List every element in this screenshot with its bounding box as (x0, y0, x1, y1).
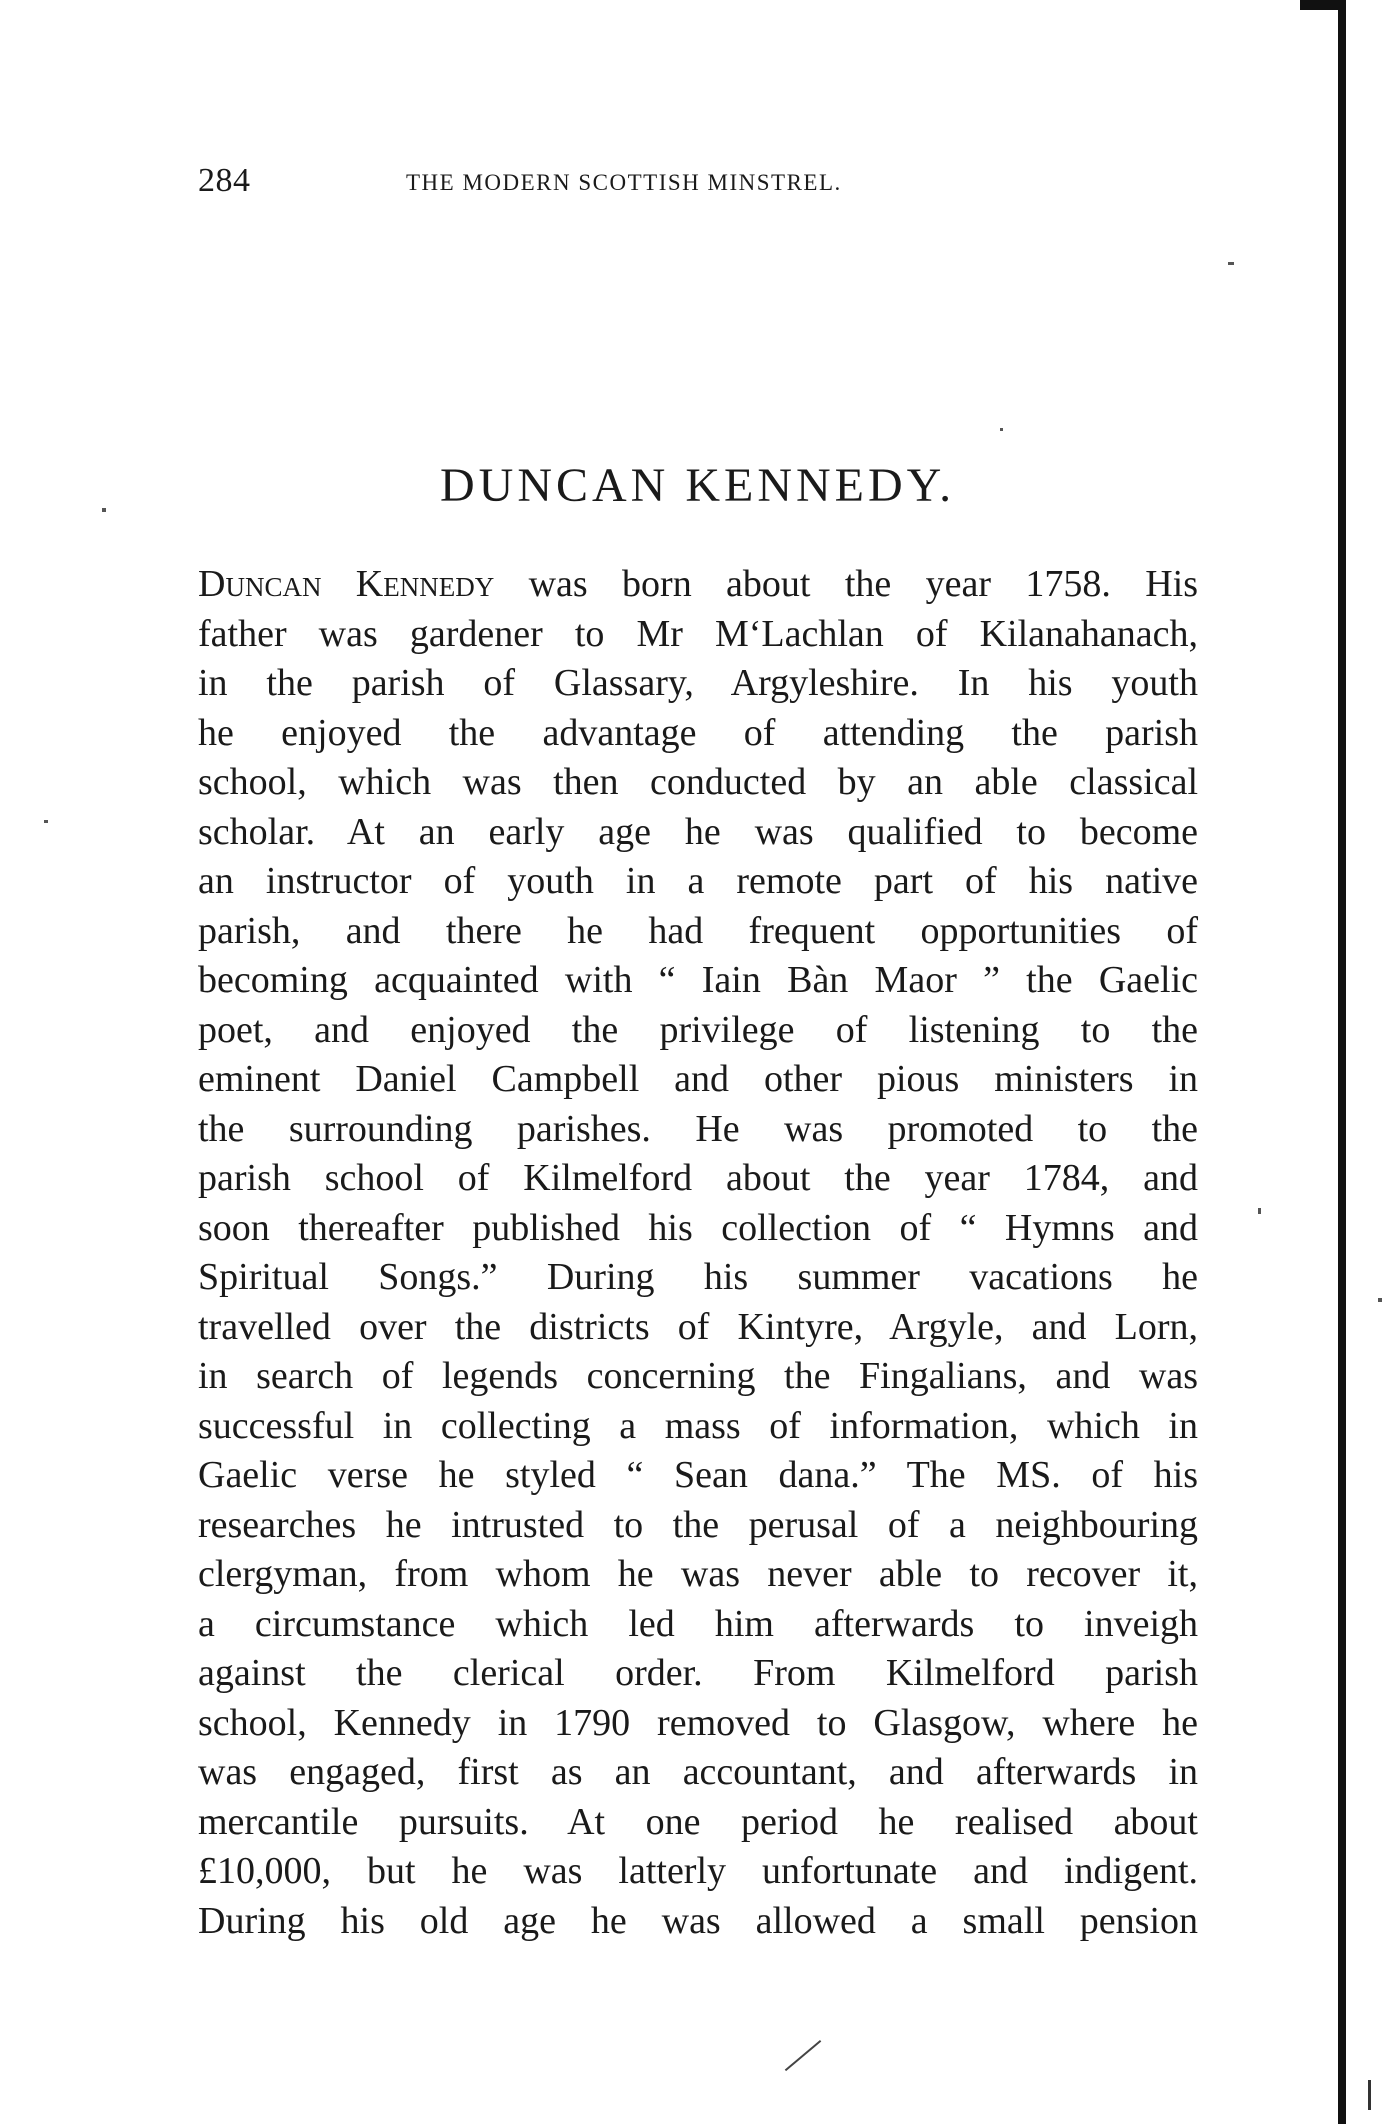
text-line: parish school of Kilmelford about the year 1784, and (198, 1157, 1198, 1199)
text-line: travelled over the districts of Kintyre, Argyle, and Lorn, (198, 1305, 1198, 1348)
text-line: soon thereafter published his collection of “ Hymns and (198, 1206, 1198, 1249)
text-line: becoming acquainted with “ Iain Bàn Maor ” the Gaelic (198, 959, 1198, 1001)
print-speck (102, 508, 106, 512)
text-line: Gaelic verse he styled “ Sean dana.” The MS. of his (198, 1454, 1198, 1496)
text-line: he enjoyed the advantage of attending the parish (198, 711, 1198, 754)
text-line: was engaged, first as an accountant, and afterwards in (198, 1751, 1198, 1793)
text-line: clergyman, from whom he was never able to recover it, (198, 1553, 1198, 1595)
text-line: an instructor of youth in a remote part of his native (198, 860, 1198, 902)
body-text (198, 560, 1198, 1946)
text-line: against the clerical order. From Kilmelford parish (198, 1652, 1198, 1694)
print-speck (44, 820, 48, 823)
text-line: scholar. At an early age he was qualified to become (198, 810, 1198, 853)
text-line: a circumstance which led him afterwards to inveigh (198, 1602, 1198, 1645)
text-line: eminent Daniel Campbell and other pious ministers in (198, 1058, 1198, 1100)
text-line: in the parish of Glassary, Argyleshire. In his youth (198, 662, 1198, 704)
text-line: researches he intrusted to the perusal of a neighbouring (198, 1503, 1198, 1546)
page-number: 284 (198, 162, 251, 199)
print-speck (1228, 262, 1234, 265)
chapter-title: DUNCAN KENNEDY. (440, 459, 956, 512)
print-speck (1378, 1298, 1382, 1302)
text-line: £10,000, but he was latterly unfortunate and indigent. (198, 1850, 1198, 1892)
text-line: poet, and enjoyed the privilege of listening to the (198, 1008, 1198, 1051)
line-remainder: was born about the year 1758. His (494, 563, 1198, 605)
text-line: Spiritual Songs.” During his summer vacations he (198, 1256, 1198, 1298)
running-title: THE MODERN SCOTTISH MINSTREL. (406, 170, 842, 195)
print-speck (1000, 428, 1003, 431)
text-line: father was gardener to Mr M‘Lachlan of Kilanahanach, (198, 612, 1198, 655)
text-line: in search of legends concerning the Fingalians, and was (198, 1355, 1198, 1397)
text-line: school, Kennedy in 1790 removed to Glasgow, where he (198, 1701, 1198, 1744)
scan-edge-shadow (1338, 0, 1346, 2124)
print-speck (1258, 1208, 1261, 1214)
running-head (198, 162, 1198, 202)
lead-name: Duncan Kennedy (198, 563, 495, 605)
text-line: school, which was then conducted by an able classical (198, 761, 1198, 803)
print-speck (785, 2040, 822, 2071)
text-line: During his old age he was allowed a small pension (198, 1899, 1198, 1942)
text-line (198, 560, 1198, 610)
text-line: parish, and there he had frequent opportunities of (198, 909, 1198, 952)
text-line: successful in collecting a mass of information, which in (198, 1404, 1198, 1447)
text-line: the surrounding parishes. He was promoted to the (198, 1107, 1198, 1150)
scan-edge-mark (1368, 2080, 1371, 2110)
text-line: mercantile pursuits. At one period he realised about (198, 1800, 1198, 1843)
